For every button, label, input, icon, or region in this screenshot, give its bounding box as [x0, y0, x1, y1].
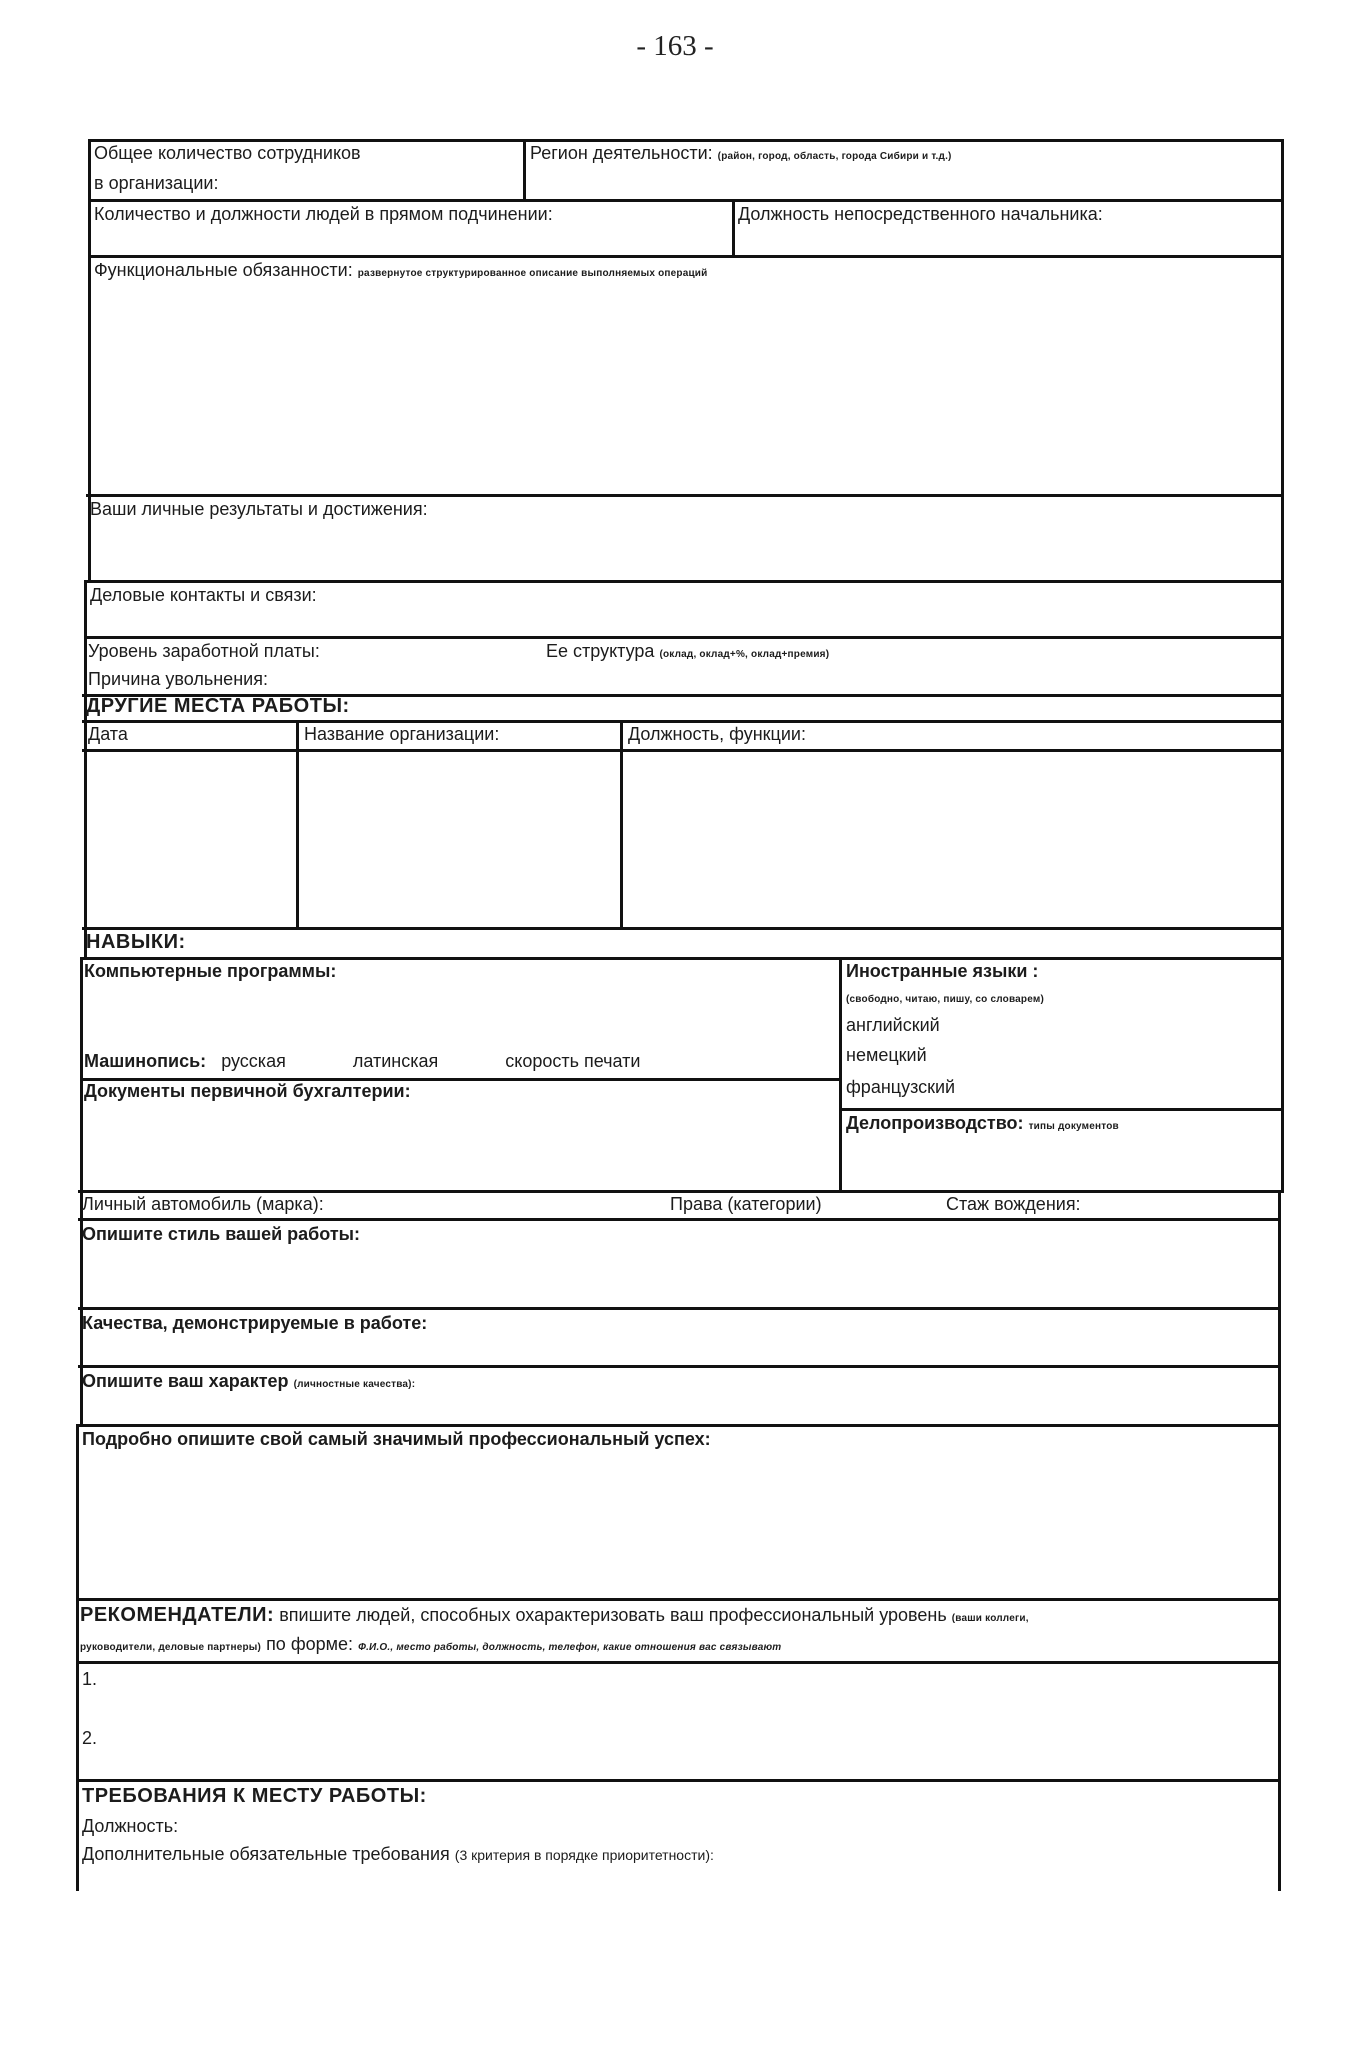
- typing-russian: русская: [221, 1051, 286, 1071]
- references-form-label: по форме:: [266, 1634, 354, 1654]
- computer-programs-label: Компьютерные программы:: [84, 961, 337, 981]
- divider: [620, 720, 623, 929]
- rule: [78, 1365, 1281, 1368]
- work-style-label: Опишите стиль вашей работы:: [82, 1224, 360, 1244]
- character-hint: (личностные качества):: [293, 1379, 416, 1390]
- salary-structure-text: Ее структура: [546, 641, 655, 661]
- typing-label-text: Машинопись:: [84, 1051, 207, 1071]
- requirements-additional-text: Дополнительные обязательные требования: [82, 1844, 450, 1864]
- references-line1: [80, 1605, 1029, 1629]
- employees-count-label-line2: в организации:: [94, 173, 219, 193]
- border-right: [1278, 1190, 1281, 1891]
- border-left: [80, 957, 83, 1424]
- region-label-text: Регион деятельности:: [530, 143, 713, 163]
- license-label: Права (категории): [670, 1194, 822, 1214]
- dismissal-reason-label: Причина увольнения:: [88, 669, 268, 689]
- rule: [78, 1190, 1281, 1193]
- region-label: [530, 143, 952, 167]
- requirements-position-label: Должность:: [82, 1816, 179, 1836]
- rule: [88, 255, 1284, 258]
- languages-label: Иностранные языки :: [846, 961, 1039, 981]
- references-heading: РЕКОМЕНДАТЕЛИ:: [80, 1604, 275, 1626]
- character-label-text: Опишите ваш характер: [82, 1371, 289, 1391]
- divider: [839, 957, 842, 1192]
- salary-structure-hint: (оклад, оклад+%, оклад+премия): [659, 649, 830, 660]
- rule: [82, 927, 1282, 930]
- driving-experience-label: Стаж вождения:: [946, 1194, 1081, 1214]
- column-date: Дата: [88, 724, 128, 744]
- rule: [76, 1779, 1279, 1782]
- language-french: французский: [846, 1077, 956, 1097]
- border-right: [1281, 139, 1284, 1193]
- rule: [841, 1108, 1281, 1111]
- qualities-label: Качества, демонстрируемые в работе:: [82, 1313, 428, 1333]
- language-english: английский: [846, 1015, 940, 1035]
- subordinates-label: Количество и должности людей в прямом подчинении:: [94, 204, 553, 224]
- car-label: Личный автомобиль (марка):: [82, 1194, 324, 1214]
- questionnaire-form: [76, 139, 1284, 1891]
- rule: [88, 199, 1284, 202]
- references-line2: [80, 1634, 781, 1658]
- accounting-docs-label: Документы первичной бухгалтерии:: [84, 1081, 411, 1101]
- rule: [78, 1307, 1281, 1310]
- paperwork-hint: типы документов: [1028, 1121, 1119, 1132]
- duties-label-text: Функциональные обязанности:: [94, 260, 353, 280]
- rule: [84, 636, 1284, 639]
- requirements-additional-label: [82, 1844, 714, 1866]
- references-text: впишите людей, способных охарактеризовать ваш профессиональный уровень: [279, 1605, 947, 1625]
- rule: [82, 957, 1282, 960]
- achievements-label: Ваши личные результаты и достижения:: [90, 499, 428, 519]
- duties-label: [94, 260, 708, 284]
- language-german: немецкий: [846, 1045, 927, 1065]
- rule: [76, 1661, 1281, 1664]
- paperwork-label-text: Делопроизводство:: [846, 1113, 1024, 1133]
- rule: [76, 1424, 1281, 1427]
- column-organization: Название организации:: [304, 724, 500, 744]
- page-number: - 163 -: [636, 30, 714, 62]
- salary-structure-label: [546, 641, 829, 665]
- rule: [86, 494, 1284, 497]
- duties-hint: развернутое структурированное описание выполняемых операций: [357, 268, 708, 279]
- region-hint: (район, город, область, города Сибири и т.д.): [717, 151, 952, 162]
- rule: [82, 720, 1282, 723]
- requirements-additional-hint: (3 критерия в порядке приоритетности):: [454, 1847, 714, 1863]
- border-left: [76, 1424, 79, 1891]
- employees-count-label: Общее количество сотрудников: [94, 143, 361, 163]
- reference-item-1: 1.: [82, 1669, 98, 1689]
- contacts-label: Деловые контакты и связи:: [90, 585, 317, 605]
- rule: [78, 1218, 1281, 1221]
- typing-label: [84, 1051, 640, 1072]
- character-label: [82, 1371, 415, 1395]
- paperwork-label: [846, 1113, 1119, 1137]
- rule: [76, 1598, 1281, 1601]
- references-hint2: руководители, деловые партнеры): [80, 1642, 262, 1653]
- column-position: Должность, функции:: [628, 724, 806, 744]
- skills-heading: НАВЫКИ:: [86, 931, 186, 953]
- divider: [523, 139, 526, 201]
- rule: [86, 580, 1284, 583]
- rule: [82, 749, 1282, 752]
- other-jobs-heading: ДРУГИЕ МЕСТА РАБОТЫ:: [86, 695, 350, 717]
- divider: [296, 720, 299, 929]
- reference-item-2: 2.: [82, 1728, 98, 1748]
- border-left: [84, 580, 87, 957]
- references-hint1: (ваши коллеги,: [951, 1613, 1029, 1624]
- direct-manager-label: Должность непосредственного начальника:: [738, 204, 1103, 224]
- references-form-fields: Ф.И.О., место работы, должность, телефон, какие отношения вас связывают: [358, 1642, 782, 1653]
- requirements-heading: ТРЕБОВАНИЯ К МЕСТУ РАБОТЫ:: [82, 1785, 427, 1807]
- salary-label: Уровень заработной платы:: [88, 641, 320, 661]
- divider: [732, 199, 735, 257]
- typing-speed: скорость печати: [505, 1051, 641, 1071]
- typing-latin: латинская: [352, 1051, 439, 1071]
- rule: [90, 139, 1284, 142]
- languages-hint: (свободно, читаю, пишу, со словарем): [846, 994, 1045, 1005]
- success-label: Подробно опишите свой самый значимый профессиональный успех:: [82, 1429, 711, 1449]
